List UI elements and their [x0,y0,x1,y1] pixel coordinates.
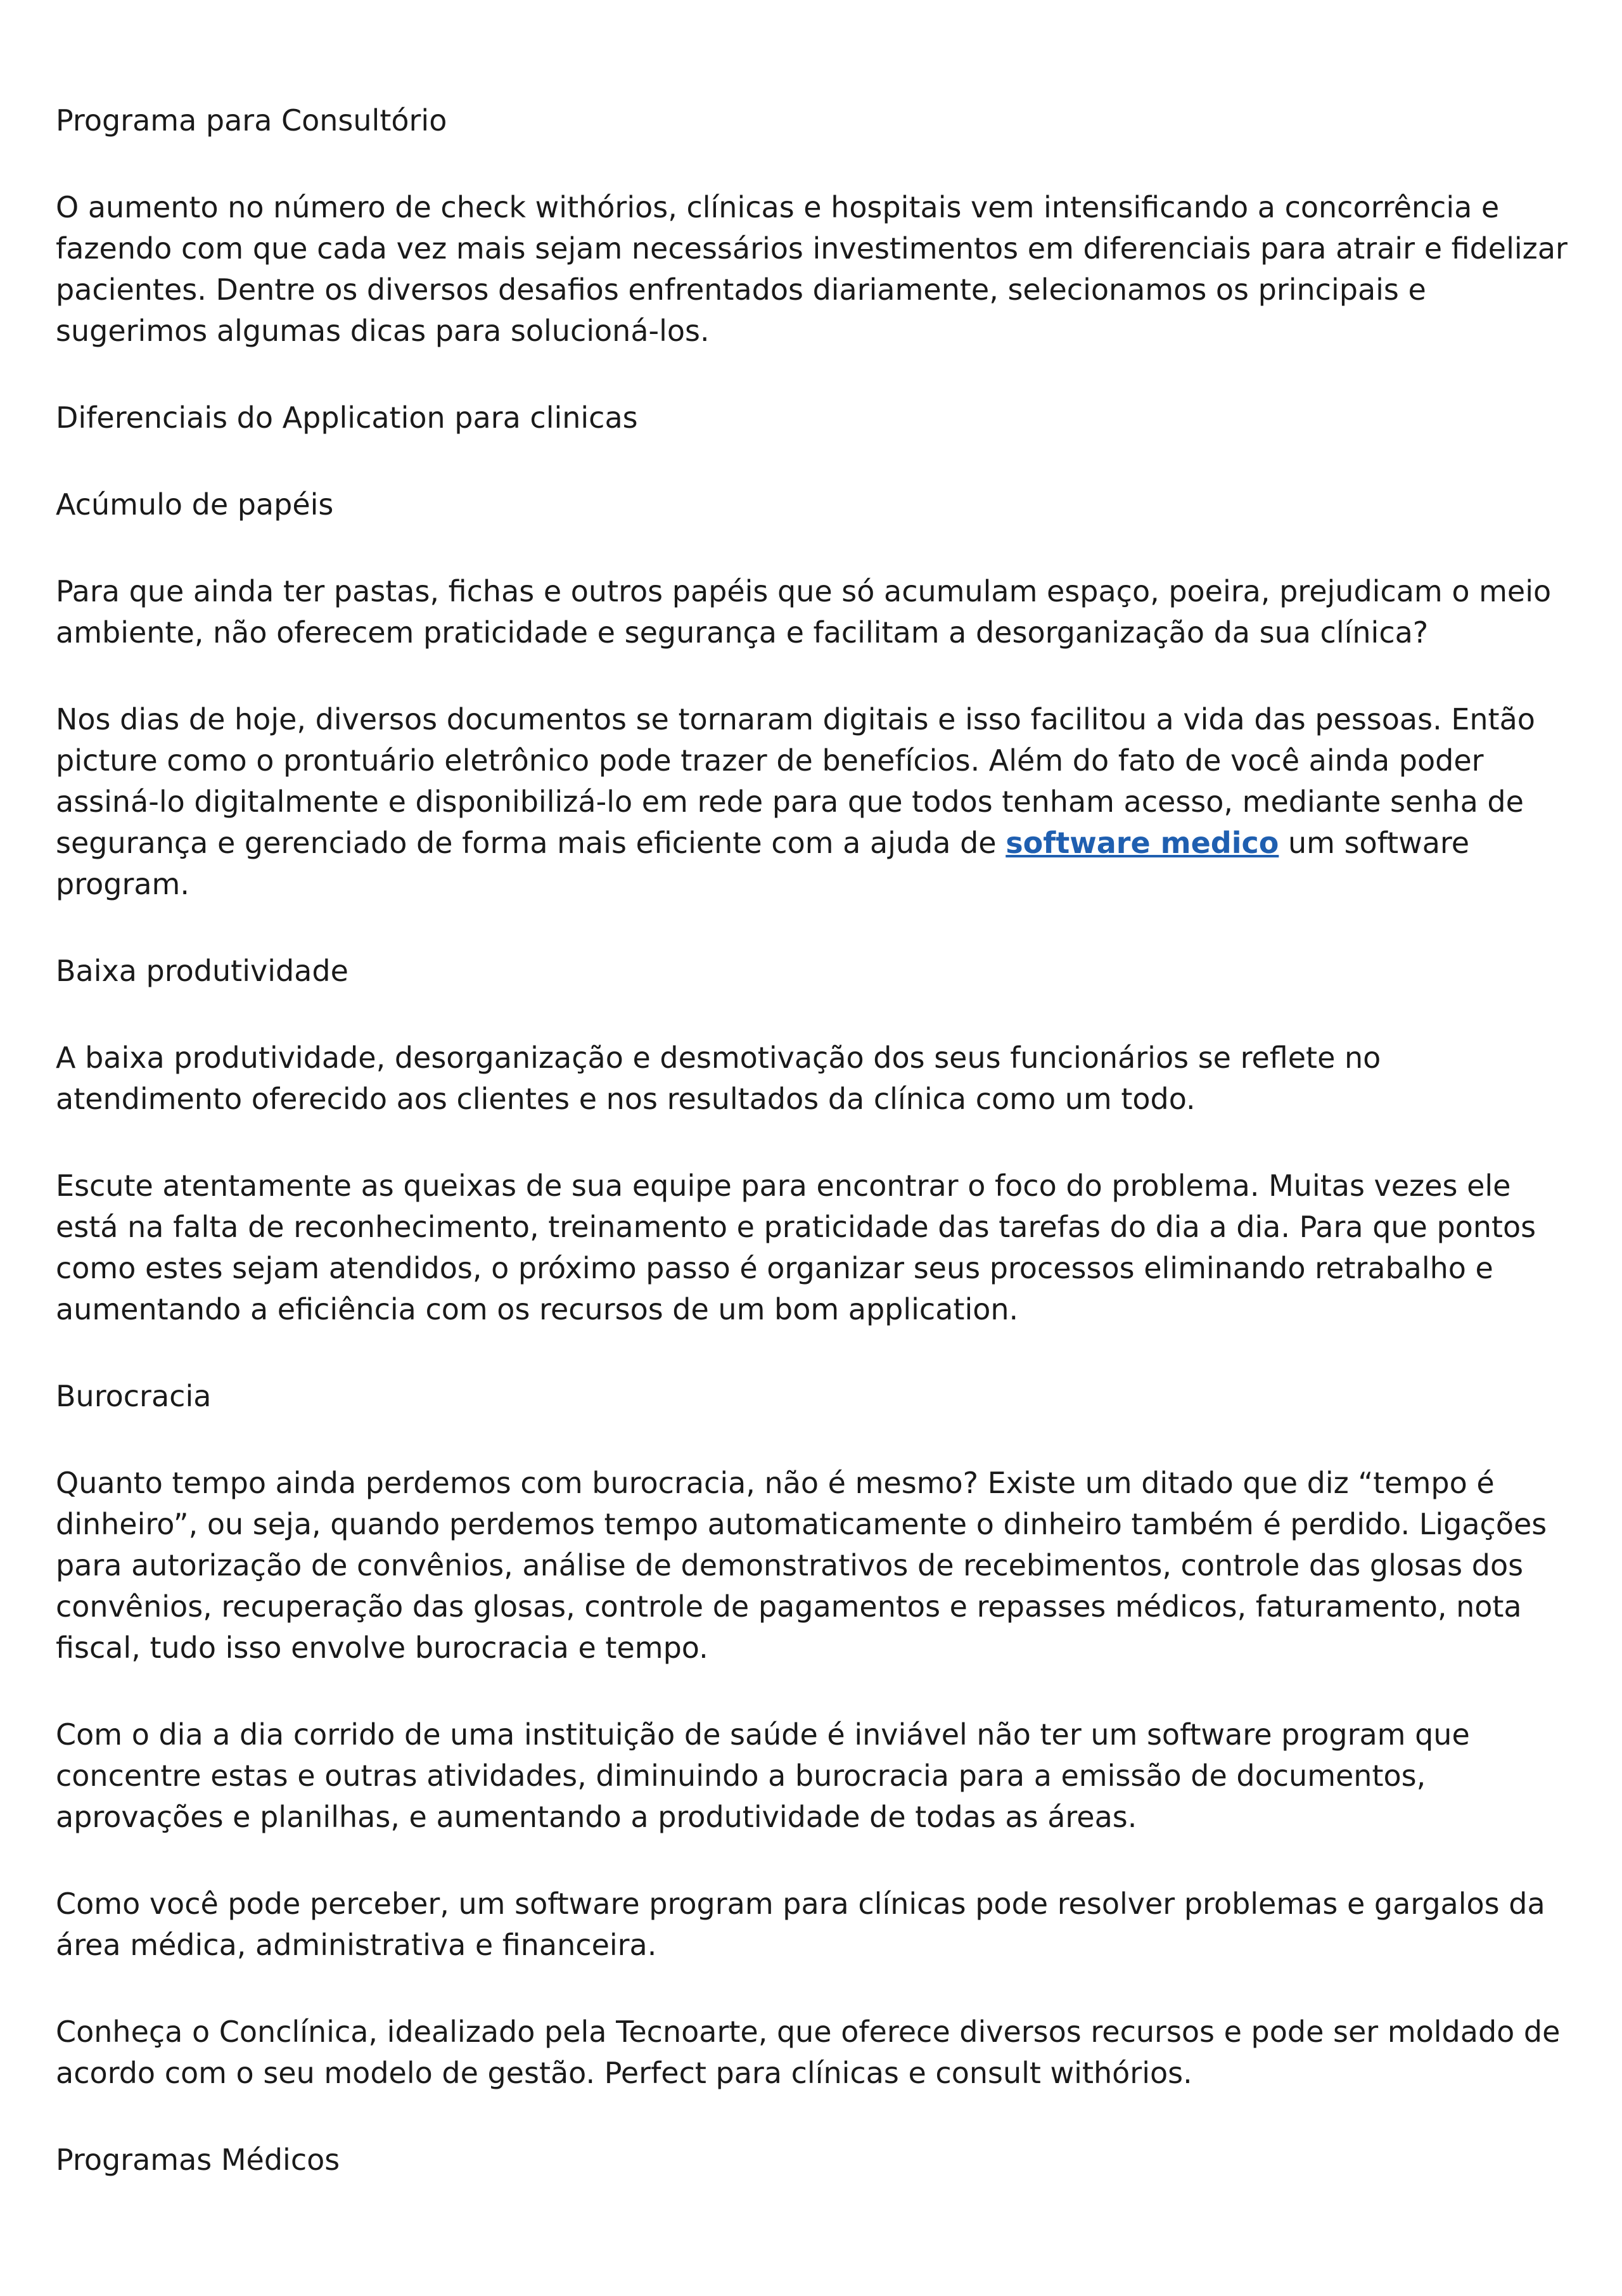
acumulo-paragraph-1: Para que ainda ter pastas, fichas e outros papéis que só acumulam espaço, poeira, prejudicam o meio ambiente, não oferecem praticidade e segurança e facilitam a desorganização da sua clínica? [56,574,1552,650]
burocracia-paragraph-2: Com o dia a dia corrido de uma instituição de saúde é inviável não ter um software program que concentre estas e outras atividades, diminuindo a burocracia para a emissão de documentos, aprovações e planilhas, e aumentando a produtividade de todas as áreas. [56,1717,1470,1834]
intro-paragraph: O aumento no número de check withórios, clínicas e hospitais vem intensificando a concorrência e fazendo com que cada vez mais sejam necessários investimentos em diferenciais para atrair e fidelizar pacientes. Dentre os diversos desafios enfrentados diariamente, selecionamos os principais e sugerimos algumas dicas para solucioná-los. [56,190,1568,348]
produtividade-paragraph-2: Escute atentamente as queixas de sua equipe para encontrar o foco do problema. Muitas vezes ele está na falta de reconhecimento, treinamento e praticidade das tarefas do dia a dia. Para que pontos como estes sejam atendidos, o próximo passo é organizar seus processos eliminando retrabalho e aumentando a eficiência com os recursos de um bom application. [56,1169,1536,1326]
produtividade-paragraph-1: A baixa produtividade, desorganização e desmotivação dos seus funcionários se reflete no atendimento oferecido aos clientes e nos resultados da clínica como um todo. [56,1041,1381,1116]
section-heading-programas: Programas Médicos [56,2143,340,2177]
software-medico-link[interactable]: software medico [1006,826,1279,860]
document-body [56,100,1576,2226]
document-title: Programa para Consultório [56,103,447,138]
acumulo-paragraph-2-text-before: Nos dias de hoje, diversos documentos se tornaram digitais e isso facilitou a vida das pessoas. Então picture como o prontuário eletrônico pode trazer de benefícios. Além do fato de você ainda poder assiná-lo digitalmente e disponibilizá-lo em rede para que todos tenham acesso, mediante senha de segurança e gerenciado de forma mais eficiente com a ajuda de [56,702,1535,860]
burocracia-paragraph-3: Como você pode perceber, um software program para clínicas pode resolver problemas e gargalos da área médica, administrativa e financeira. [56,1887,1545,1962]
section-heading-burocracia: Burocracia [56,1379,212,1413]
acumulo-paragraph-2-text-after: um software program. [56,826,1470,901]
burocracia-paragraph-4: Conheça o Conclínica, idealizado pela Tecnoarte, que oferece diversos recursos e pode ser moldado de acordo com o seu modelo de gestão. Perfect para clínicas e consult withórios. [56,2015,1561,2090]
section-heading-acumulo: Acúmulo de papéis [56,487,334,522]
section-heading-diferenciais: Diferenciais do Application para clinicas [56,401,638,435]
acumulo-paragraph-2 [56,699,1576,905]
section-heading-produtividade: Baixa produtividade [56,954,348,988]
burocracia-paragraph-1: Quanto tempo ainda perdemos com burocracia, não é mesmo? Existe um ditado que diz “tempo é dinheiro”, ou seja, quando perdemos tempo automaticamente o dinheiro também é perdido. Ligações para autorização de convênios, análise de demonstrativos de recebimentos, controle das glosas dos convênios, recuperação das glosas, controle de pagamentos e repasses médicos, faturamento, nota fiscal, tudo isso envolve burocracia e tempo. [56,1466,1547,1665]
